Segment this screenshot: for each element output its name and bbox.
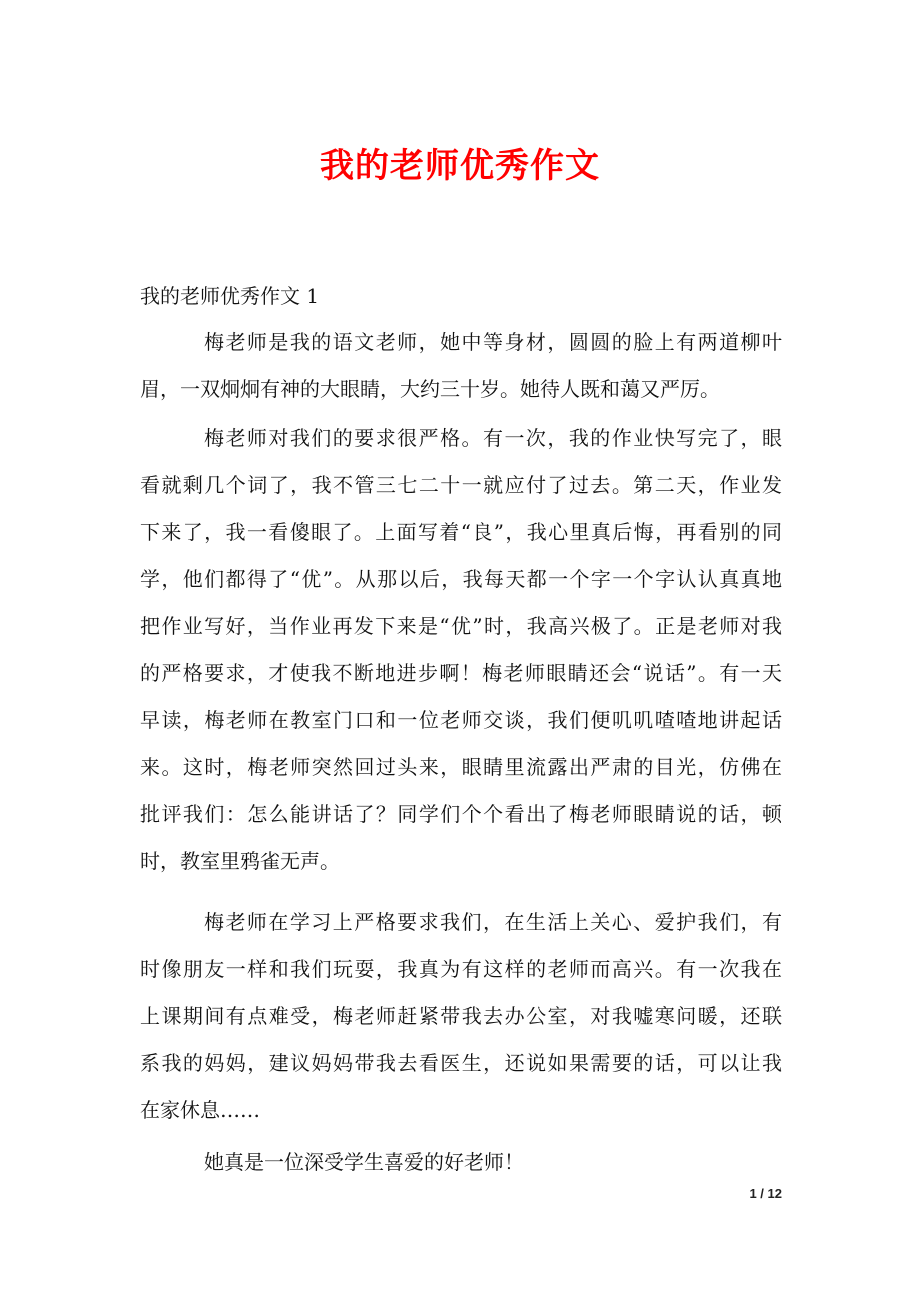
paragraph-1-line-1: 梅老师是我的语文老师，她中等身材，圆圆的脸上有两道柳叶: [204, 330, 782, 354]
paragraph-3-line-5: 在家休息……: [140, 1098, 260, 1122]
paragraph-1-line-2: 眉，一双炯炯有神的大眼睛，大约三十岁。她待人既和蔼又严厉。: [140, 377, 720, 401]
paragraph-2-line-7: 早读，梅老师在教室门口和一位老师交谈，我们便叽叽喳喳地讲起话: [140, 708, 782, 732]
paragraph-2-line-6: 的严格要求，才使我不断地进步啊！梅老师眼睛还会“说话”。有一天: [140, 661, 782, 685]
paragraph-2-line-3: 下来了，我一看傻眼了。上面写着“良”，我心里真后悔，再看别的同: [140, 520, 782, 544]
paragraph-2-line-9: 批评我们：怎么能讲话了？同学们个个看出了梅老师眼睛说的话，顿: [140, 802, 782, 826]
paragraph-3-line-2: 时像朋友一样和我们玩耍，我真为有这样的老师而高兴。有一次我在: [140, 957, 782, 981]
paragraph-3-line-4: 系我的妈妈，建议妈妈带我去看医生，还说如果需要的话，可以让我: [140, 1051, 782, 1075]
paragraph-2-line-2: 看就剩几个词了，我不管三七二十一就应付了过去。第二天，作业发: [140, 473, 782, 497]
paragraph-4-line-1: 她真是一位深受学生喜爱的好老师！: [204, 1150, 524, 1174]
document-title: 我的老师优秀作文: [320, 146, 600, 186]
paragraph-2-line-4: 学，他们都得了“优”。从那以后，我每天都一个字一个字认认真真地: [140, 567, 782, 591]
paragraph-3-line-1: 梅老师在学习上严格要求我们，在生活上关心、爱护我们，有: [204, 910, 782, 934]
paragraph-2-line-8: 来。这时，梅老师突然回过头来，眼睛里流露出严肃的目光，仿佛在: [140, 755, 782, 779]
section-heading: 我的老师优秀作文 1: [140, 284, 320, 308]
paragraph-2-line-1: 梅老师对我们的要求很严格。有一次，我的作业快写完了，眼: [204, 426, 782, 450]
paragraph-3-line-3: 上课期间有点难受，梅老师赶紧带我去办公室，对我嘘寒问暖，还联: [140, 1004, 782, 1028]
paragraph-2-line-10: 时，教室里鸦雀无声。: [140, 849, 340, 873]
page-indicator: 1 / 12: [749, 1186, 782, 1201]
paragraph-2-line-5: 把作业写好，当作业再发下来是“优”时，我高兴极了。正是老师对我: [140, 614, 782, 638]
